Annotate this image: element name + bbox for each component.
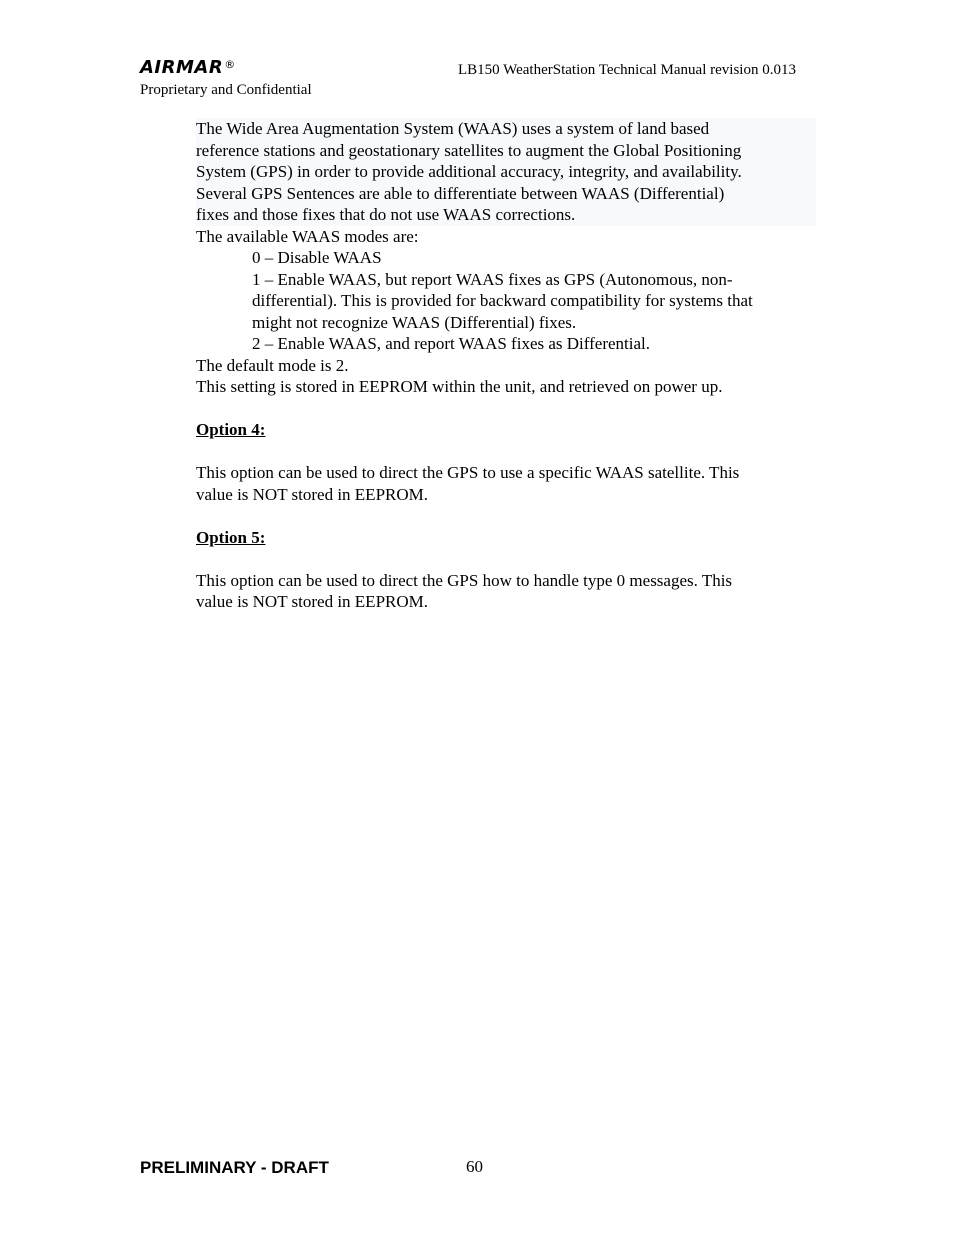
page-number: 60 [466, 1157, 483, 1176]
registered-mark: ® [224, 58, 236, 71]
mode-item-1-cont: might not recognize WAAS (Differential) fixes. [252, 312, 577, 332]
text-line: fixes and those fixes that do not use WAAS corrections. [196, 205, 576, 224]
option-4-heading: Option 4: [196, 420, 266, 439]
page-content [196, 118, 816, 613]
text-line: The Wide Area Augmentation System (WAAS) uses a system of land based [196, 119, 710, 138]
draft-status: PRELIMINARY - DRAFT [140, 1158, 329, 1177]
text-line: reference stations and geostationary satellites to augment the Global Positioning [196, 140, 742, 160]
text-line: Several GPS Sentences are able to differentiate between WAAS (Differential) [196, 183, 725, 203]
waas-description [196, 118, 816, 226]
modes-intro: The available WAAS modes are: [196, 226, 419, 246]
storage-note: This setting is stored in EEPROM within the unit, and retrieved on power up. [196, 377, 723, 396]
waas-mode-list [196, 247, 816, 355]
logo-text: AIRMAR [140, 57, 224, 78]
option-5-text: This option can be used to direct the GPS how to handle type 0 messages. This [196, 570, 733, 590]
default-mode: The default mode is 2. [196, 355, 349, 375]
mode-item-1-cont: differential). This is provided for backward compatibility for systems that [252, 291, 753, 310]
confidentiality-note: Proprietary and Confidential [140, 82, 312, 98]
mode-item-0: 0 – Disable WAAS [252, 248, 382, 267]
mode-item-2: 2 – Enable WAAS, and report WAAS fixes as Differential. [252, 334, 650, 353]
mode-item-1: 1 – Enable WAAS, but report WAAS fixes as GPS (Autonomous, non- [252, 269, 733, 289]
option-4-text: This option can be used to direct the GPS to use a specific WAAS satellite. This [196, 463, 740, 482]
option-5-heading: Option 5: [196, 527, 266, 547]
option-4-text: value is NOT stored in EEPROM. [196, 484, 429, 504]
airmar-logo [140, 56, 236, 80]
text-line: System (GPS) in order to provide additional accuracy, integrity, and availability. [196, 162, 742, 181]
option-5-text: value is NOT stored in EEPROM. [196, 592, 429, 611]
document-title: LB150 WeatherStation Technical Manual revision 0.013 [458, 62, 796, 78]
